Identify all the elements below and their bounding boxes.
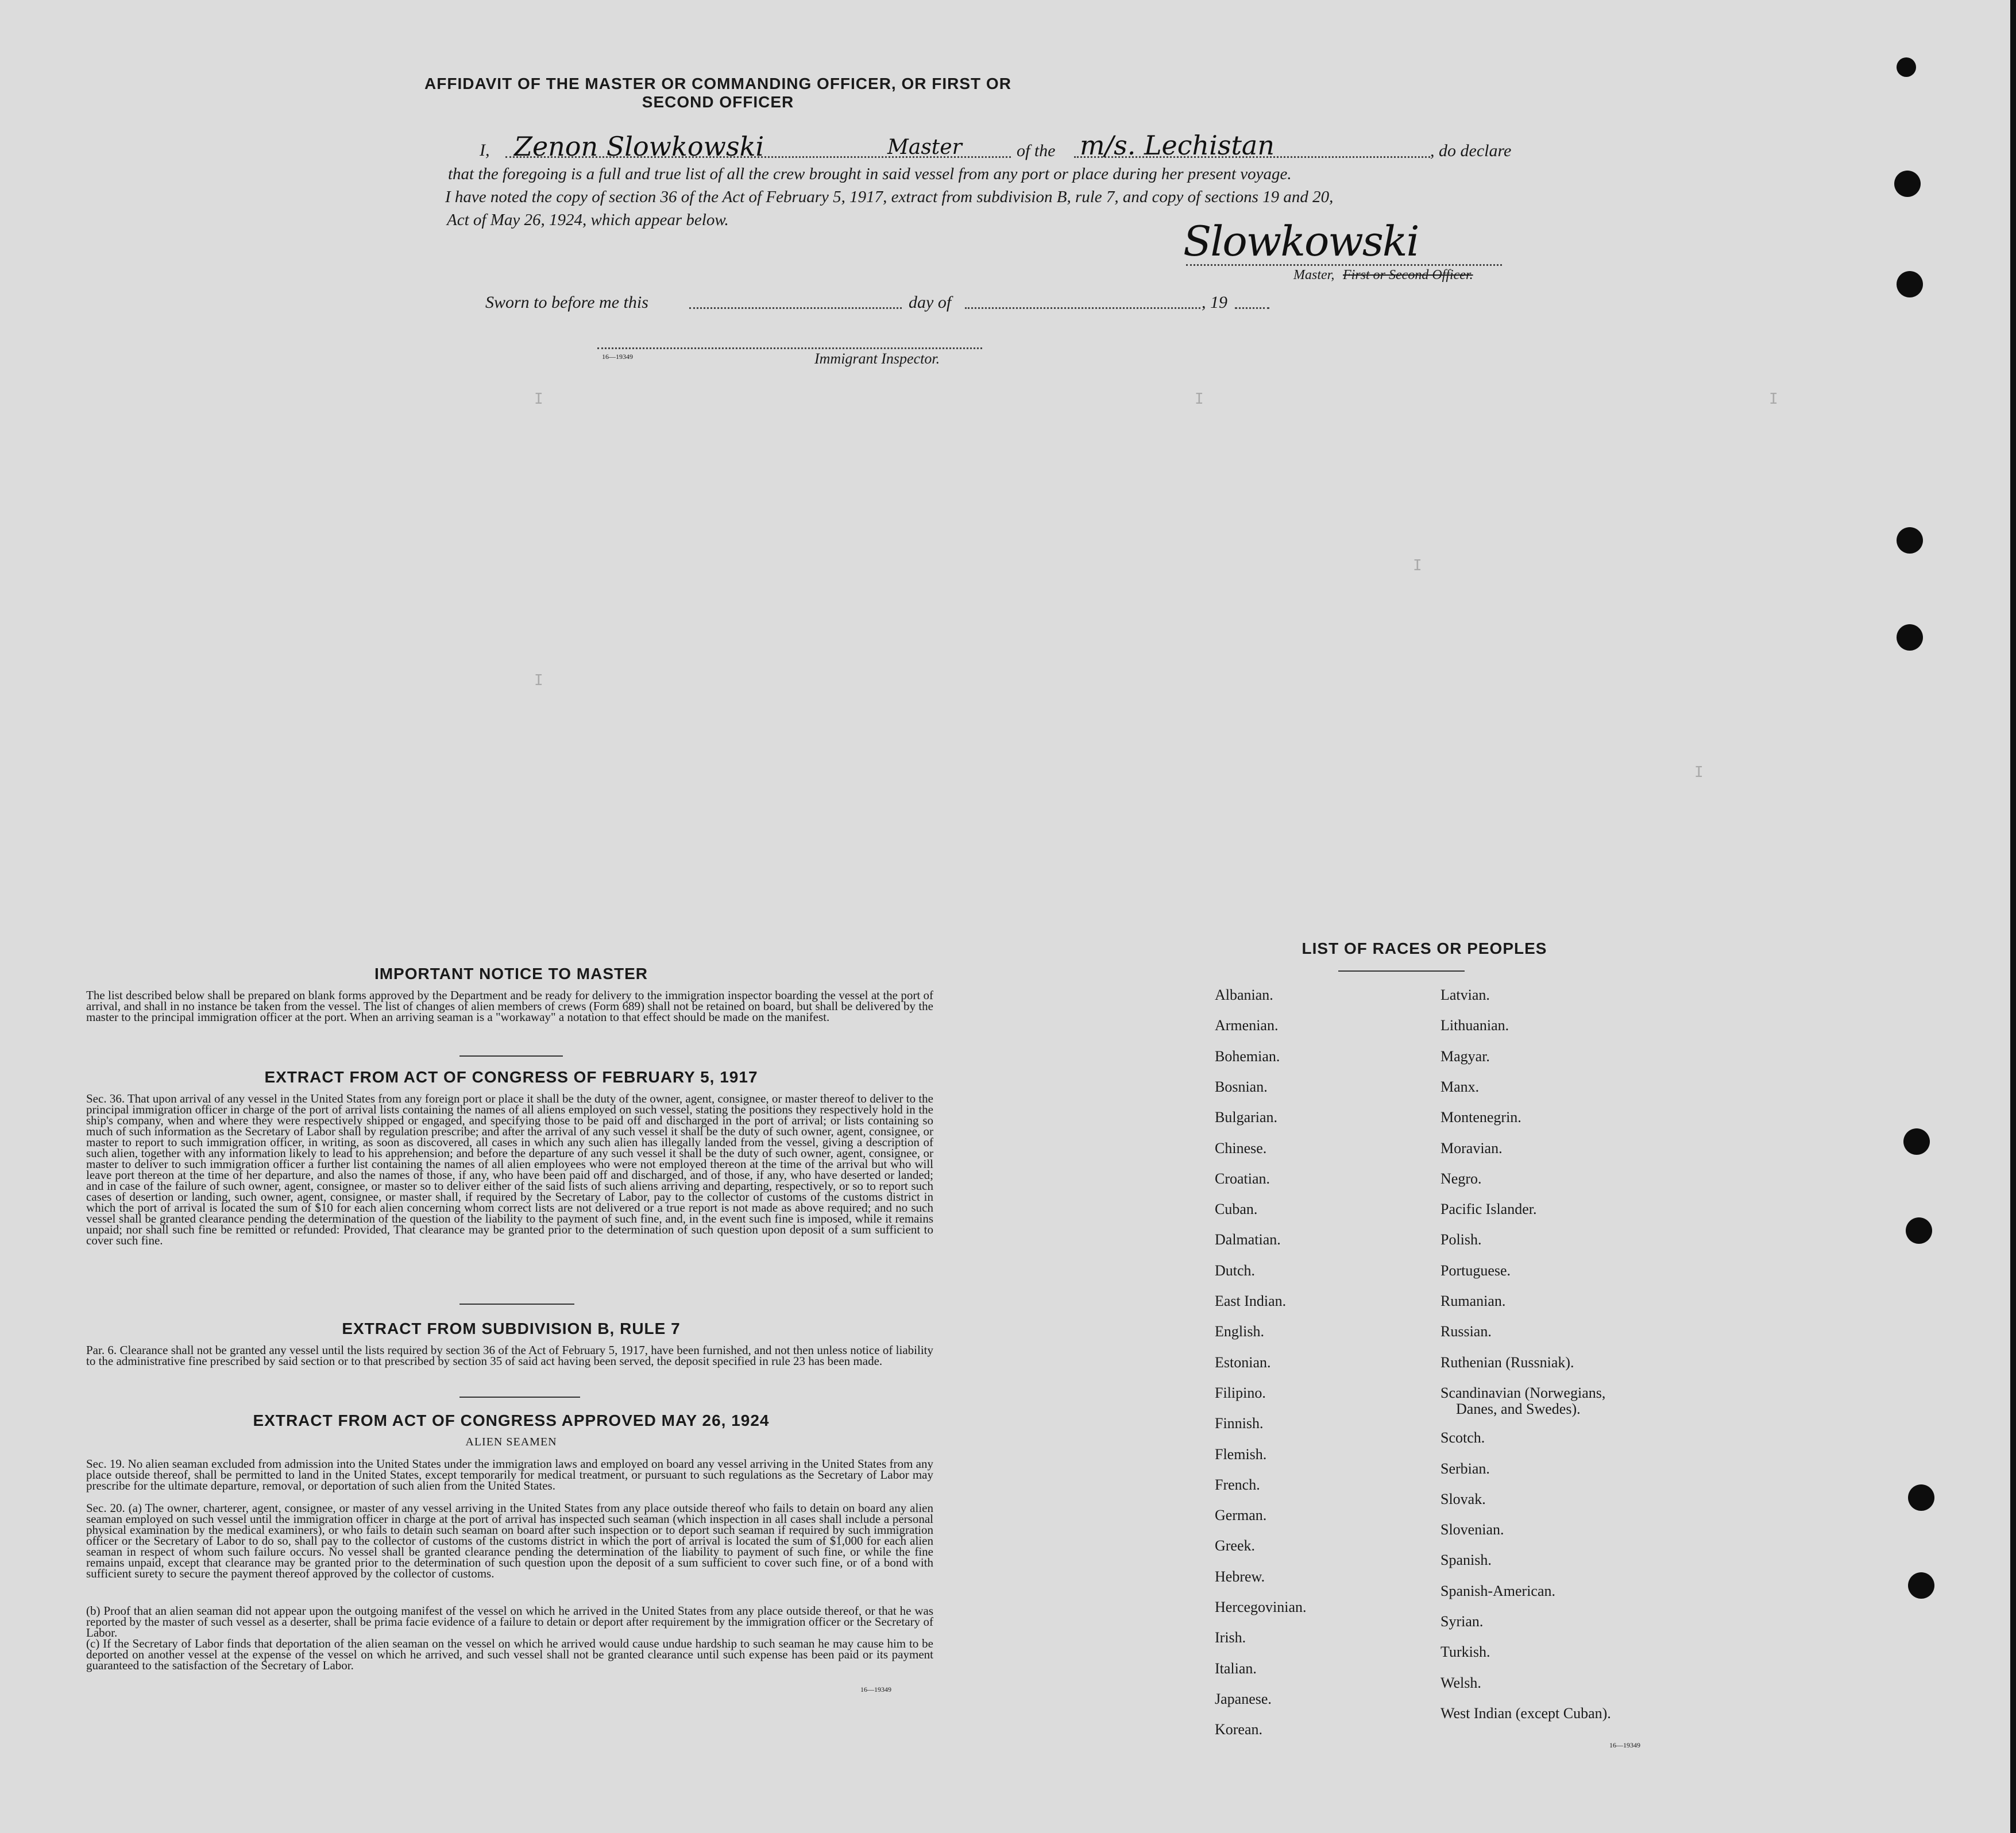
race-item: Chinese.: [1215, 1140, 1267, 1157]
master-name-handwritten: Zenon Slowkowski: [514, 131, 764, 162]
of-the-label: of the: [1017, 141, 1056, 160]
punch-hole: [1897, 57, 1916, 77]
extract-1924-heading: EXTRACT FROM ACT OF CONGRESS APPROVED MAY 26, 1924: [253, 1412, 770, 1429]
extract-rule7-heading: EXTRACT FROM SUBDIVISION B, RULE 7: [342, 1320, 681, 1337]
race-item: Turkish.: [1440, 1643, 1490, 1660]
race-item: Portuguese.: [1440, 1262, 1511, 1279]
race-item: Hercegovinian.: [1215, 1599, 1307, 1615]
section-divider: [459, 1397, 580, 1398]
race-item: Russian.: [1440, 1323, 1492, 1340]
bleed-through-mark: I: [1413, 557, 1422, 574]
year-label: , 19: [1202, 293, 1227, 312]
extract-rule7-text: Par. 6. Clearance shall not be granted any vessel until the lists required by section 36 of the Act of February 5, 1917, have been furnished, and not then unless notice of liability to the administrative fine prescribed by said section or to that prescribed by section 35 of said act having been served, the deposit specified in rule 23 has been made.: [86, 1343, 933, 1368]
sec20c-text: (c) If the Secretary of Labor finds that deportation of the alien seaman on the vessel on which he arrived would cause undue hardship to such seaman he may cause him to be deported on another vessel at the expense of the vessel on which he arrived, and such vessel shall not be granted clearance until such expense has been paid or its payment guaranteed to the satisfaction of the Secretary of Labor.: [86, 1637, 933, 1672]
race-item: Bohemian.: [1215, 1048, 1280, 1065]
race-item: Japanese.: [1215, 1691, 1272, 1707]
race-item: Korean.: [1215, 1721, 1263, 1738]
vessel-name-handwritten: m/s. Lechistan: [1080, 130, 1275, 161]
race-item: Moravian.: [1440, 1140, 1503, 1157]
race-item: Irish.: [1215, 1629, 1246, 1646]
punch-hole: [1906, 1217, 1932, 1244]
race-item: West Indian (except Cuban).: [1440, 1705, 1611, 1722]
notice-heading: IMPORTANT NOTICE TO MASTER: [374, 965, 648, 983]
race-item: English.: [1215, 1323, 1264, 1340]
race-item: Lithuanian.: [1440, 1017, 1509, 1034]
race-item: Cuban.: [1215, 1201, 1258, 1217]
race-item: Dalmatian.: [1215, 1231, 1281, 1248]
race-item: Bosnian.: [1215, 1078, 1268, 1095]
month-line: [965, 307, 1200, 309]
bleed-through-mark: I: [534, 390, 543, 408]
notice-text: The list described below shall be prepared on blank forms approved by the Department and be ready for delivery to the immigration inspector boarding the vessel at the port of arrival, and shall in no instance be taken from the vessel. The list of changes of alien members of crews (Form 689) shall not be retained on board, but shall be delivered by the master to the principal immigration officer at the port. When an arriving seaman is a "workaway" a notation to that effect should be made on the manifest.: [86, 988, 933, 1024]
do-declare-label: , do declare: [1430, 141, 1512, 160]
bleed-through-mark: I: [1195, 390, 1204, 408]
punch-hole: [1894, 171, 1921, 197]
race-item: Filipino.: [1215, 1385, 1266, 1401]
race-item: Armenian.: [1215, 1017, 1279, 1034]
race-item: Slovak.: [1440, 1491, 1486, 1507]
bleed-through-mark: I: [1769, 390, 1778, 408]
race-item: Croatian.: [1215, 1170, 1270, 1187]
sec20a-text: Sec. 20. (a) The owner, charterer, agent, consignee, or master of any vessel arriving in the United States from any place outside thereof who fails to detain on board any alien seaman employed on such vessel until the immigration officer in charge at the port of arrival has inspected such seaman (which inspection in all cases shall include a personal physical examination by the medical examiners), or who fails to detain such seaman on board after such inspection or to deport such seaman if required by such immigration officer or the Secretary of Labor to do so, shall pay to the collector of customs of the customs district in which the port of arrival is located the sum of $1,000 for each alien seaman in respect of whom such failure occurs. No vessel shall be granted clearance pending the determination of the liability to payment of such fine, or while the fine remains unpaid, except that clearance may be granted prior to the determination of such question upon the deposit of a sum sufficient to cover such fine, or of a bond with sufficient surety to secure the payment thereof approved by the collector of customs.: [86, 1501, 933, 1580]
race-item: Estonian.: [1215, 1354, 1271, 1371]
signature-line: [1186, 264, 1502, 266]
race-item: Latvian.: [1440, 987, 1490, 1003]
master-signature: Slowkowski: [1183, 217, 1419, 265]
race-item: Spanish-American.: [1440, 1583, 1556, 1599]
race-item: Manx.: [1440, 1078, 1480, 1095]
day-of-label: day of: [909, 293, 952, 312]
race-item: Dutch.: [1215, 1262, 1256, 1279]
race-item: French.: [1215, 1476, 1260, 1493]
form-number-bottom: 16—19349: [860, 1685, 891, 1693]
alien-seamen-subheading: ALIEN SEAMEN: [465, 1436, 557, 1448]
form-number-top: 16—19349: [602, 353, 633, 361]
master-role-handwritten: Master: [887, 136, 962, 159]
race-item: Ruthenian (Russniak).: [1440, 1354, 1574, 1371]
race-item: Italian.: [1215, 1660, 1257, 1677]
race-item: Syrian.: [1440, 1613, 1484, 1630]
sec20b-text: (b) Proof that an alien seaman did not appear upon the outgoing manifest of the vessel on which he arrived in the United States from any place outside thereof, or that he was reported by the master of such vessel as a deserter, shall be prima facie evidence of a failure to detain or deport after requirement by the immigration officer or the Secretary of Labor.: [86, 1604, 933, 1639]
form-number-races: 16—19349: [1609, 1741, 1640, 1749]
race-item: Polish.: [1440, 1231, 1482, 1248]
affidavit-line-2: that the foregoing is a full and true list of all the crew brought in said vessel from any port or place during her present voyage.: [448, 165, 1292, 183]
sworn-date-line: [689, 307, 902, 309]
race-item: German.: [1215, 1507, 1267, 1523]
race-item: Rumanian.: [1440, 1293, 1506, 1309]
race-item: Greek.: [1215, 1537, 1256, 1554]
punch-hole: [1908, 1484, 1934, 1511]
bleed-through-mark: I: [534, 672, 543, 689]
sworn-label: Sworn to before me this: [485, 293, 648, 312]
inspector-caption: Immigrant Inspector.: [814, 350, 940, 367]
race-item: Finnish.: [1215, 1415, 1264, 1432]
race-item: Hebrew.: [1215, 1568, 1265, 1585]
race-item: Serbian.: [1440, 1460, 1490, 1477]
punch-hole: [1897, 624, 1923, 651]
extract-1917-heading: EXTRACT FROM ACT OF CONGRESS OF FEBRUARY 5, 1917: [264, 1068, 758, 1086]
race-item: Spanish.: [1440, 1552, 1492, 1568]
punch-hole: [1897, 271, 1923, 297]
affidavit-i: I,: [480, 141, 490, 160]
race-item: Negro.: [1440, 1170, 1482, 1187]
race-item: Montenegrin.: [1440, 1109, 1521, 1126]
race-item: Slovenian.: [1440, 1521, 1504, 1538]
race-item: Magyar.: [1440, 1048, 1490, 1065]
race-item: Danes, and Swedes).: [1456, 1401, 1581, 1417]
race-item: Albanian.: [1215, 987, 1273, 1003]
race-item: Flemish.: [1215, 1446, 1267, 1463]
section-divider: [459, 1055, 563, 1057]
punch-hole: [1908, 1572, 1934, 1599]
punch-hole: [1903, 1128, 1930, 1155]
affidavit-title: AFFIDAVIT OF THE MASTER OR COMMANDING OFFICER, OR FIRST OR SECOND OFFICER: [424, 75, 1011, 111]
race-item: Welsh.: [1440, 1675, 1481, 1691]
races-heading: LIST OF RACES OR PEOPLES: [1301, 939, 1547, 957]
race-item: Scandinavian (Norwegians,: [1440, 1385, 1606, 1401]
year-line: [1235, 307, 1269, 309]
bleed-through-mark: I: [1694, 764, 1704, 781]
race-item: East Indian.: [1215, 1293, 1287, 1309]
extract-1917-text: Sec. 36. That upon arrival of any vessel in the United States from any foreign port or place it shall be the duty of the owner, agent, consignee, or master thereof to deliver to the principal immigration officer in charge of the port of arrival lists containing the names of all aliens employed on such vessel, stating the positions they respectively hold in the ship's company, when and where they were respectively shipped or engaged, and specifying those to be paid off and discharged in the port of arrival; or lists containing so much of such information as the Secretary of Labor shall by regulation prescribe; and after the arrival of any such vessel it shall be the duty of such owner, agent, consignee, or master to report to such immigration officer, in writing, as soon as discovered, all cases in which any such alien has illegally landed from the vessel, giving a description of such alien, together with any information likely to lead to his apprehension; and before the departure of any such vessel it shall be the duty of such owner, agent, consignee, or master to deliver to such immigration officer a further list containing the names of all alien employees who were not employed thereon at the time of the arrival but who will leave port thereon at the time of her departure, and also the names of those, if any, who have been paid off and discharged, and of those, if any, who have deserted or landed; and in case of the failure of such owner, agent, consignee, or master so to deliver either of the said lists of such aliens arriving and departing, respectively, or so to report such cases of desertion or landing, such owner, agent, consignee, or master shall, if required by the Secretary of Labor, pay to the collector of customs of the customs district in which the port of arrival is located the sum of $10 for each alien concerning whom correct lists are not delivered or a true report is not made as above required; and no such vessel shall be granted clearance pending the determination of the question of the liability to the payment of such fine, and, in the event such fine is imposed, while it remains unpaid; nor shall such fine be remitted or refunded: Provided, That clearance may be granted prior to the determination of such question upon deposit of a sum sufficient to cover such fine.: [86, 1092, 933, 1247]
sec19-text: Sec. 19. No alien seaman excluded from admission into the United States under the immigration laws and employed on board any vessel arriving in the United States from any place outside thereof, shall be permitted to land in the United States, except temporarily for medical treatment, or pursuant to such regulations as the Secretary of Labor may prescribe for the ultimate departure, removal, or deportation of such alien from the United States.: [86, 1457, 933, 1492]
sig-caption-struck: First or Second Officer.: [1343, 268, 1473, 283]
race-item: Pacific Islander.: [1440, 1201, 1537, 1217]
affidavit-line-4: Act of May 26, 1924, which appear below.: [447, 211, 729, 229]
punch-hole: [1897, 527, 1923, 554]
affidavit-line-3: I have noted the copy of section 36 of the Act of February 5, 1917, extract from subdivision B, rule 7, and copy of sections 19 and 20,: [445, 188, 1334, 206]
race-item: Scotch.: [1440, 1429, 1485, 1446]
sig-caption-master: Master,: [1293, 268, 1335, 283]
race-item: Bulgarian.: [1215, 1109, 1278, 1126]
section-divider: [459, 1304, 574, 1305]
races-divider: [1338, 970, 1465, 972]
inspector-line: [597, 347, 982, 349]
